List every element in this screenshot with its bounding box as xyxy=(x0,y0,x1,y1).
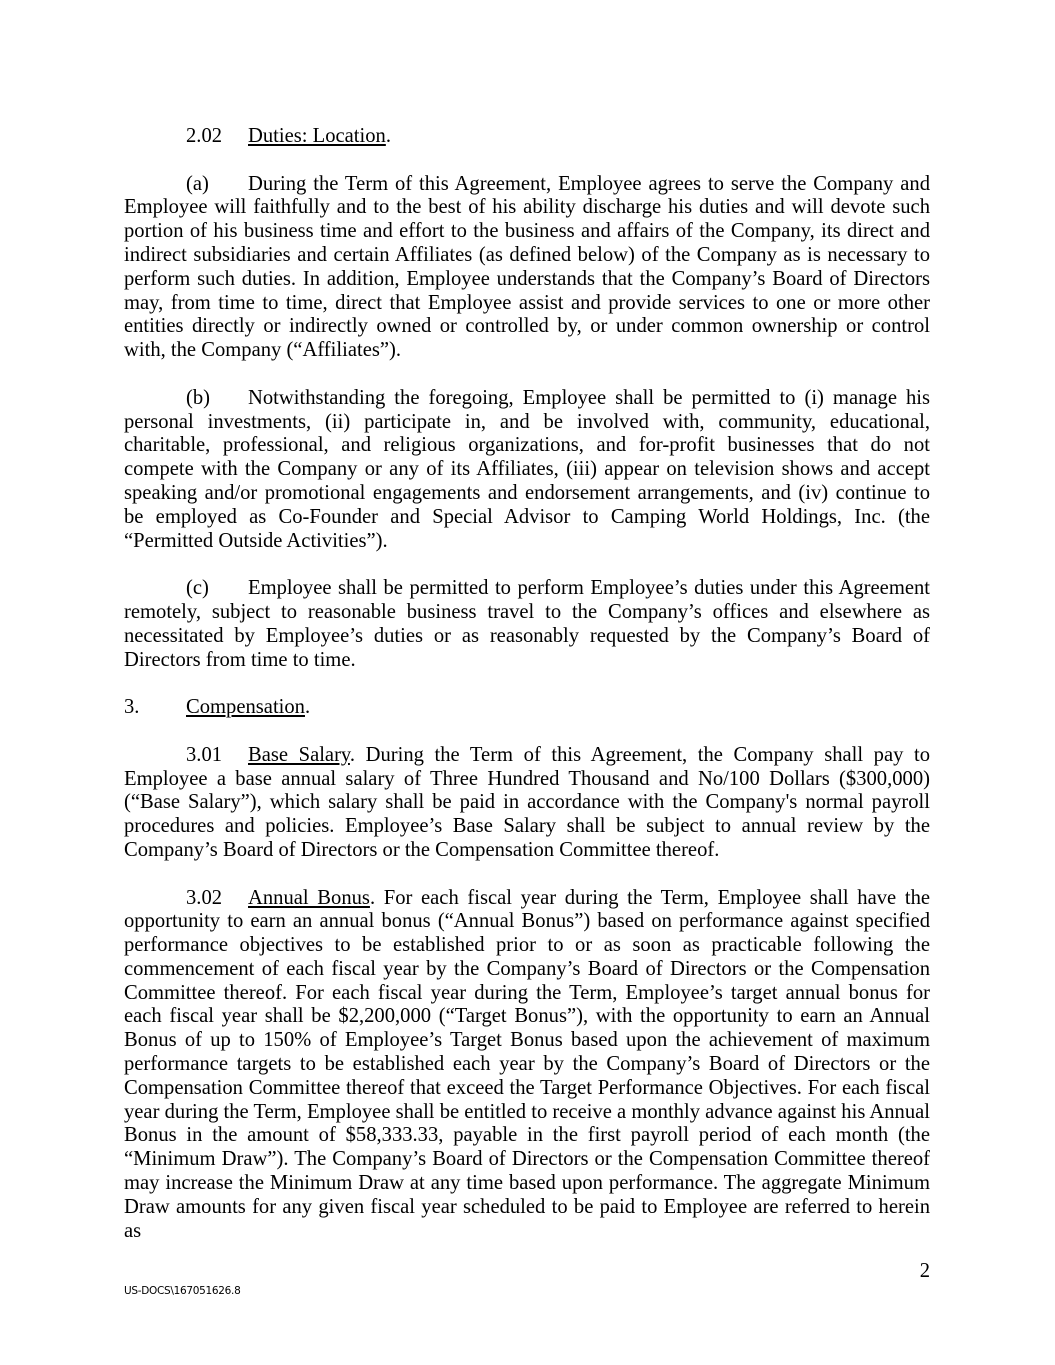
paragraph-label: (a) xyxy=(186,172,209,195)
section-heading-2-02 xyxy=(124,125,930,149)
document-body xyxy=(124,125,930,1267)
section-title: Duties: Location xyxy=(248,125,386,147)
paragraph-text: Notwithstanding the foregoing, Employee shall be permitted to (i) manage his personal investments, (ii) participate in, and be involved with, community, educational, charitable, professional, and religious organizations, and for-profit businesses that do not compete with the Company or any of its Affiliates, (iii) appear on television shows and accept speaking and/or promotional engagements and endorsement arrangements, and (iv) continue to be employed as Co-Founder and Special Advisor to Camping World Holdings, Inc. (the “Permitted Outside Activities”). xyxy=(124,386,930,552)
paragraph-c xyxy=(124,577,930,672)
document-id: US-DOCS\167051626.8 xyxy=(124,1285,241,1297)
paragraph-text: . For each fiscal year during the Term, Employee shall have the opportunity to earn an annual bonus (“Annual Bonus”) based on performance against specified performance objectives to be established prior to or as soon as practicable following the commencement of each fiscal year by the Company’s Board of Directors or the Compensation Committee thereof. For each fiscal year during the Term, Employee’s target annual bonus for each fiscal year shall be $2,200,000 (“Target Bonus”), with the opportunity to earn an Annual Bonus of up to 150% of Employee’s Target Bonus based upon the achievement of maximum performance targets to be established each year by the Company’s Board of Directors or the Compensation Committee thereof that exceed the Target Performance Objectives. For each fiscal year during the Term, Employee shall be entitled to receive a monthly advance against his Annual Bonus in the amount of $58,333.33, payable in the first payroll period of each month (the “Minimum Draw”). The Company’s Board of Directors or the Compensation Committee thereof may increase the Minimum Draw at any time based upon performance. The aggregate Minimum Draw amounts for any given fiscal year scheduled to be paid to Employee are referred to herein as xyxy=(124,886,931,1242)
paragraph-label: (c) xyxy=(186,577,209,600)
page-number: 2 xyxy=(919,1260,930,1282)
paragraph-b xyxy=(124,387,930,554)
section-title: Compensation xyxy=(186,696,305,719)
section-number: 3.02 xyxy=(186,886,223,909)
punct: . xyxy=(304,696,311,719)
section-number: 3. xyxy=(124,696,140,719)
punct: . xyxy=(385,125,391,147)
paragraph-text: Employee shall be permitted to perform Employee’s duties under this Agreement remotely, subject to reasonable business travel to the Company’s offices and elsewhere as necessitated by Employee’s duties or as reasonably requested by the Company’s Board of Directors from time to time. xyxy=(124,577,930,671)
section-number: 2.02 xyxy=(186,125,223,147)
section-3-02 xyxy=(124,887,930,1244)
paragraph-text: During the Term of this Agreement, Employee agrees to serve the Company and Employee will faithfully and to the best of his ability discharge his duties and will devote such portion of his business time and effort to the business and affairs of the Company, its direct and indirect subsidiaries and certain Affiliates (as defined below) of the Company as is necessary to perform such duties. In addition, Employee understands that the Company’s Board of Directors may, from time to time, direct that Employee assist and provide services to one or more other entities directly or indirectly owned or controlled by, or under common ownership or control with, the Company (“Affiliates”). xyxy=(124,172,930,362)
section-number: 3.01 xyxy=(186,743,223,766)
paragraph-label: (b) xyxy=(186,386,211,409)
section-title: Base Salary xyxy=(248,743,350,766)
section-heading-3 xyxy=(124,696,930,720)
section-3-01 xyxy=(124,744,930,863)
section-title: Annual Bonus xyxy=(248,886,370,909)
paragraph-a xyxy=(124,173,930,363)
paragraph-text: . During the Term of this Agreement, the Company shall pay to Employee a base annual salary of Three Hundred Thousand and No/100 Dollars ($300,000) (“Base Salary”), which salary shall be paid in accordance with the Company's normal payroll procedures and policies. Employee’s Base Salary shall be subject to annual review by the Company’s Board of Directors or the Compensation Committee thereof. xyxy=(124,743,930,861)
